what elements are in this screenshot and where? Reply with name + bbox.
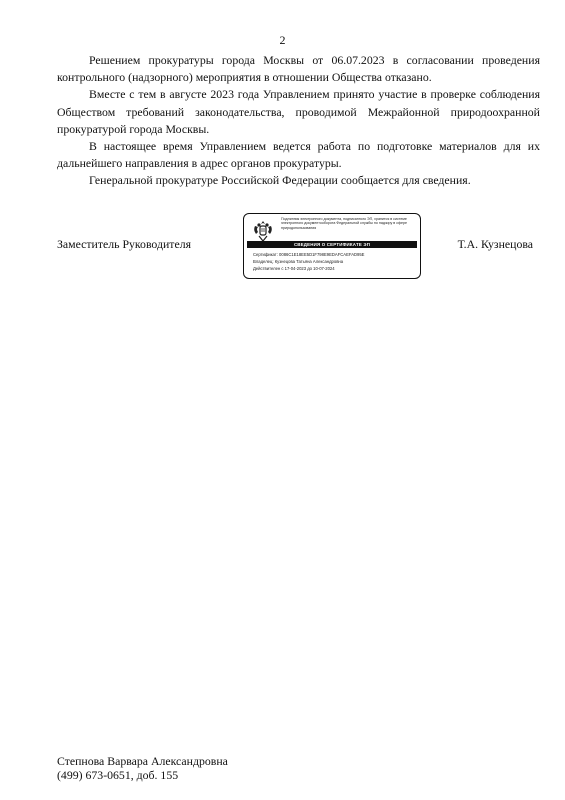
executor-phone: (499) 673-0651, доб. 155 [57,768,179,782]
paragraph-1: Решением прокуратуры города Москвы от 06.07.2023 в согласовании проведения контрольного (надзорного) мероприятия в отношении Общества отказано. [57,53,540,85]
paragraph-2: Вместе с тем в августе 2023 года Управлением принято участие в проверке соблюдения Обществом требований законодательства, проводимой Межрайонной природоохранной прокуратурой города Москвы. [57,87,540,136]
page-number: 2 [279,33,286,47]
stamp-certificate: Сертификат: 0086C1E18EE5D1F798E9EDAFCAEFAD95E [253,252,365,257]
stamp-owner: Владелец: Кузнецова Татьяна Александровна [253,259,344,264]
paragraph-3: В настоящее время Управлением ведется работа по подготовке материалов для их дальнейшего направления в адрес органов прокуратуры. [57,139,540,171]
stamp-header: СВЕДЕНИЯ О СЕРТИФИКАТЕ ЭП [247,241,417,248]
stamp-notice: Подлинник электронного документа, подписанного ЭП, хранится в системе электронного документооборота Федеральной службы по надзору в сфере природопользования [281,217,407,230]
electronic-signature-stamp [243,213,421,279]
stamp-validity: Действителен с 17-04-2023 до 10-07-2024 [253,266,335,271]
signer-name: Т.А. Кузнецова [457,237,533,251]
letter-body [57,52,540,190]
signer-position: Заместитель Руководителя [57,237,192,251]
executor-name: Степнова Варвара Александровна [57,754,228,768]
executor-block [57,754,228,782]
paragraph-4: Генеральной прокуратуре Российской Федерации сообщается для сведения. [89,173,471,188]
